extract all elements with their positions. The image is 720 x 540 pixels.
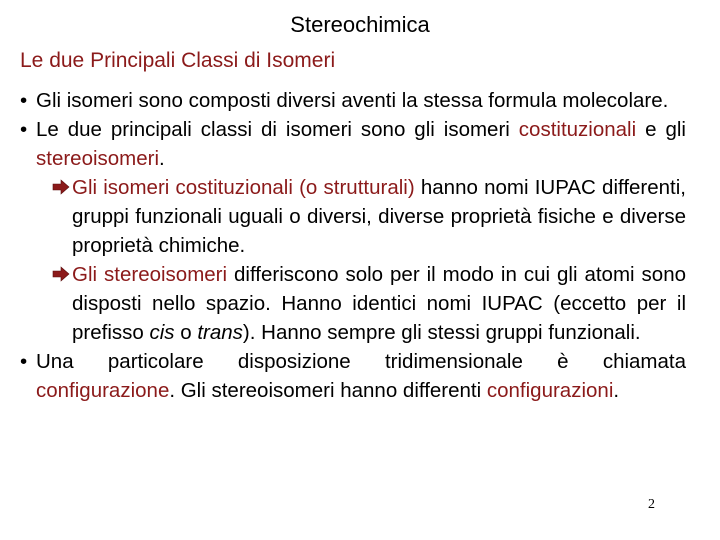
highlight-term: configurazione [36,379,170,402]
red-arrow-icon [52,266,70,282]
bullet-text: e gli [636,118,686,141]
bullet-item [20,86,686,115]
highlight-term: Gli isomeri costituzionali (o strutturali) [72,176,415,199]
bullet-text: . [159,147,165,170]
highlight-term: costituzionali [518,118,637,141]
italic-term: cis [149,321,175,344]
highlight-term: Gli stereoisomeri [72,263,228,286]
bullet-text: Le due principali classi di isomeri sono gli isomeri [36,118,519,141]
slide-subtitle: Le due Principali Classi di Isomeri [20,49,336,72]
bullet-marker: • [20,89,28,112]
bullet-marker: • [20,350,28,373]
bullet-item [20,115,686,173]
bullet-text: Una particolare disposizione tridimensionale è chiamata [36,350,686,373]
sub-bullet-text: differiscono solo per il modo in cui gli atomi sono disposti nello spazio. Hanno identici nomi IUPAC (eccetto per il prefisso [72,263,686,344]
bullet-text: Gli isomeri sono composti diversi aventi la stessa formula molecolare. [36,89,669,112]
sub-bullet-item [20,260,686,347]
sub-bullet-item [20,173,686,260]
bullet-text: . Gli stereoisomeri hanno differenti [169,379,487,402]
slide-content [20,86,686,405]
sub-bullet-text: ). Hanno sempre gli stessi gruppi funzionali. [242,321,641,344]
highlight-term: stereoisomeri [36,147,160,170]
bullet-item [20,347,686,405]
highlight-term: configurazioni [486,379,614,402]
slide-title: Stereochimica [290,12,430,37]
bullet-marker: • [20,118,28,141]
red-arrow-icon [52,179,70,195]
page-number: 2 [648,497,655,512]
italic-term: trans [197,321,243,344]
sub-bullet-text: hanno nomi IUPAC differenti, gruppi funzionali uguali o diversi, diverse proprietà fisiche e diverse proprietà chimiche. [72,176,686,257]
sub-bullet-text: o [174,321,198,344]
bullet-text: . [613,379,620,402]
